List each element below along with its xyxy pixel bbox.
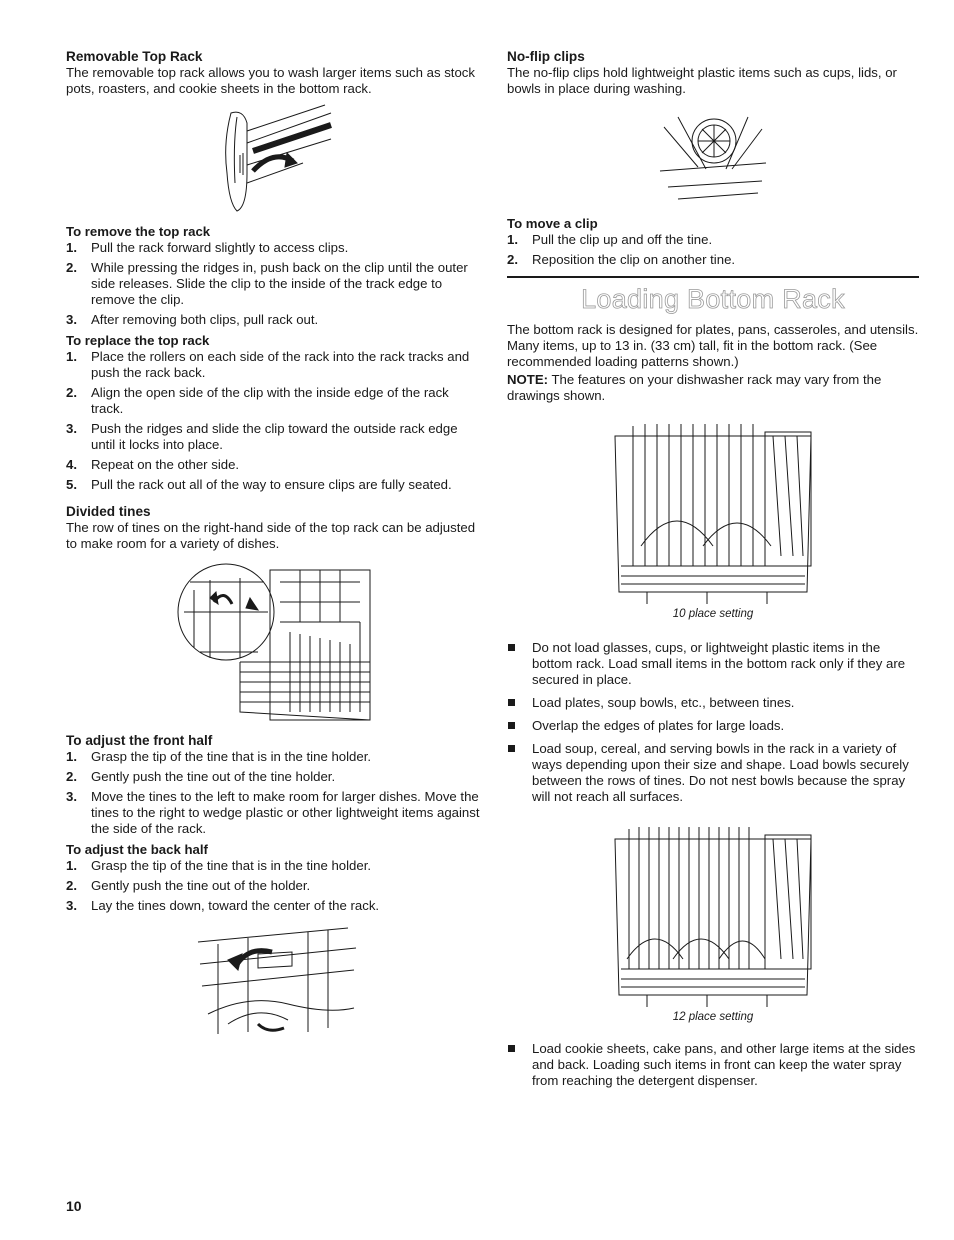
list-item: 1. Pull the clip up and off the tine. (507, 232, 713, 247)
replace-top-rack-heading: To replace the top rack (66, 333, 210, 348)
loading-tips-list (507, 640, 919, 805)
back-steps-list (66, 858, 480, 914)
list-item: 1. Place the rollers on each side of the rack into the rack tracks and push the rack back. (66, 349, 470, 380)
list-item: 3. Move the tines to the left to make room for larger dishes. Move the tines to the right to wedge plastic or other lightweight items against the side of the rack. (66, 789, 480, 836)
list-item: 1. Grasp the tip of the tine that is in the tine holder. (66, 749, 372, 764)
no-flip-clips-text: The no-flip clips hold lightweight plastic items such as cups, lids, or bowls in place during washing. (507, 65, 897, 96)
move-clip-heading: To move a clip (507, 216, 598, 231)
list-item: Do not load glasses, cups, or lightweight plastic items in the bottom rack. Load small items in the bottom rack only if they are secured in place. (507, 640, 919, 688)
list-item: 3. After removing both clips, pull rack out. (66, 312, 319, 327)
adjust-front-half-heading: To adjust the front half (66, 733, 213, 748)
divided-tines-text: The row of tines on the right-hand side of the top rack can be adjusted to make room for a variety of dishes. (66, 520, 476, 551)
bottom-rack-text: The bottom rack is designed for plates, pans, casseroles, and utensils. Many items, up to 13 in. (33 cm) tall, fit in the bottom rack. (See recommended loading patterns shown.) (507, 322, 919, 369)
front-steps-list (66, 749, 480, 837)
ten-place-setting-illustration (607, 416, 819, 604)
list-item: Load soup, cereal, and serving bowls in the rack in a variety of ways depending upon their size and shape. Load bowls securely between the rows of tines. Do not nest bowls because the spray will not reach all surfaces. (507, 741, 919, 805)
ten-place-setting-caption: 10 place setting (672, 608, 754, 620)
list-item: 2. Align the open side of the clip with the inside edge of the rack track. (66, 385, 449, 416)
list-item: 3. Push the ridges and slide the clip toward the outside rack edge until it locks into place. (66, 421, 458, 452)
remove-steps-list (66, 240, 480, 328)
list-item: 2. Gently push the tine out of the holder. (66, 878, 311, 893)
list-item: Load cookie sheets, cake pans, and other large items at the sides and back. Loading such items in front can keep the water spray from reaching the detergent dispenser. (507, 1041, 919, 1089)
replace-steps-list (66, 349, 480, 493)
no-flip-clip-illustration (658, 107, 768, 209)
twelve-place-setting-illustration (607, 819, 819, 1007)
list-item: 2. Gently push the tine out of the tine holder. (66, 769, 336, 784)
removable-top-rack-text: The removable top rack allows you to wash larger items such as stock pots, roasters, and cookie sheets in the bottom rack. (66, 65, 475, 96)
removable-top-rack-heading: Removable Top Rack (66, 49, 203, 64)
divided-tines-heading: Divided tines (66, 504, 151, 519)
list-item: 1. Pull the rack forward slightly to access clips. (66, 240, 349, 255)
left-column (66, 48, 480, 1042)
divided-tines-illustration (170, 562, 376, 728)
adjust-back-half-heading: To adjust the back half (66, 842, 208, 857)
right-column (507, 48, 919, 1096)
loading-bottom-rack-title: Loading Bottom Rack (581, 284, 845, 314)
list-item: 2. While pressing the ridges in, push back on the clip until the outer side releases. Slide the clip to the inside of the track edge to remove the clip. (66, 260, 468, 307)
list-item: 2. Reposition the clip on another tine. (507, 252, 736, 267)
move-clip-steps-list (507, 232, 919, 268)
list-item: 5. Pull the rack out all of the way to ensure clips are fully seated. (66, 477, 452, 492)
list-item: Load plates, soup bowls, etc., between tines. (507, 695, 919, 711)
top-rack-clip-illustration (213, 103, 333, 215)
large-items-tips-list (507, 1041, 919, 1089)
page-number: 10 (66, 1198, 82, 1214)
twelve-place-setting-caption: 12 place setting (672, 1011, 754, 1023)
back-half-tines-illustration (188, 924, 358, 1042)
list-item: 3. Lay the tines down, toward the center of the rack. (66, 898, 380, 913)
section-divider (507, 276, 919, 278)
note-text: NOTE: The features on your dishwasher rack may vary from the drawings shown. (507, 372, 882, 403)
list-item: 4. Repeat on the other side. (66, 457, 240, 472)
list-item: Overlap the edges of plates for large loads. (507, 718, 919, 734)
no-flip-clips-heading: No-flip clips (507, 49, 585, 64)
list-item: 1. Grasp the tip of the tine that is in the tine holder. (66, 858, 372, 873)
remove-top-rack-heading: To remove the top rack (66, 224, 211, 239)
